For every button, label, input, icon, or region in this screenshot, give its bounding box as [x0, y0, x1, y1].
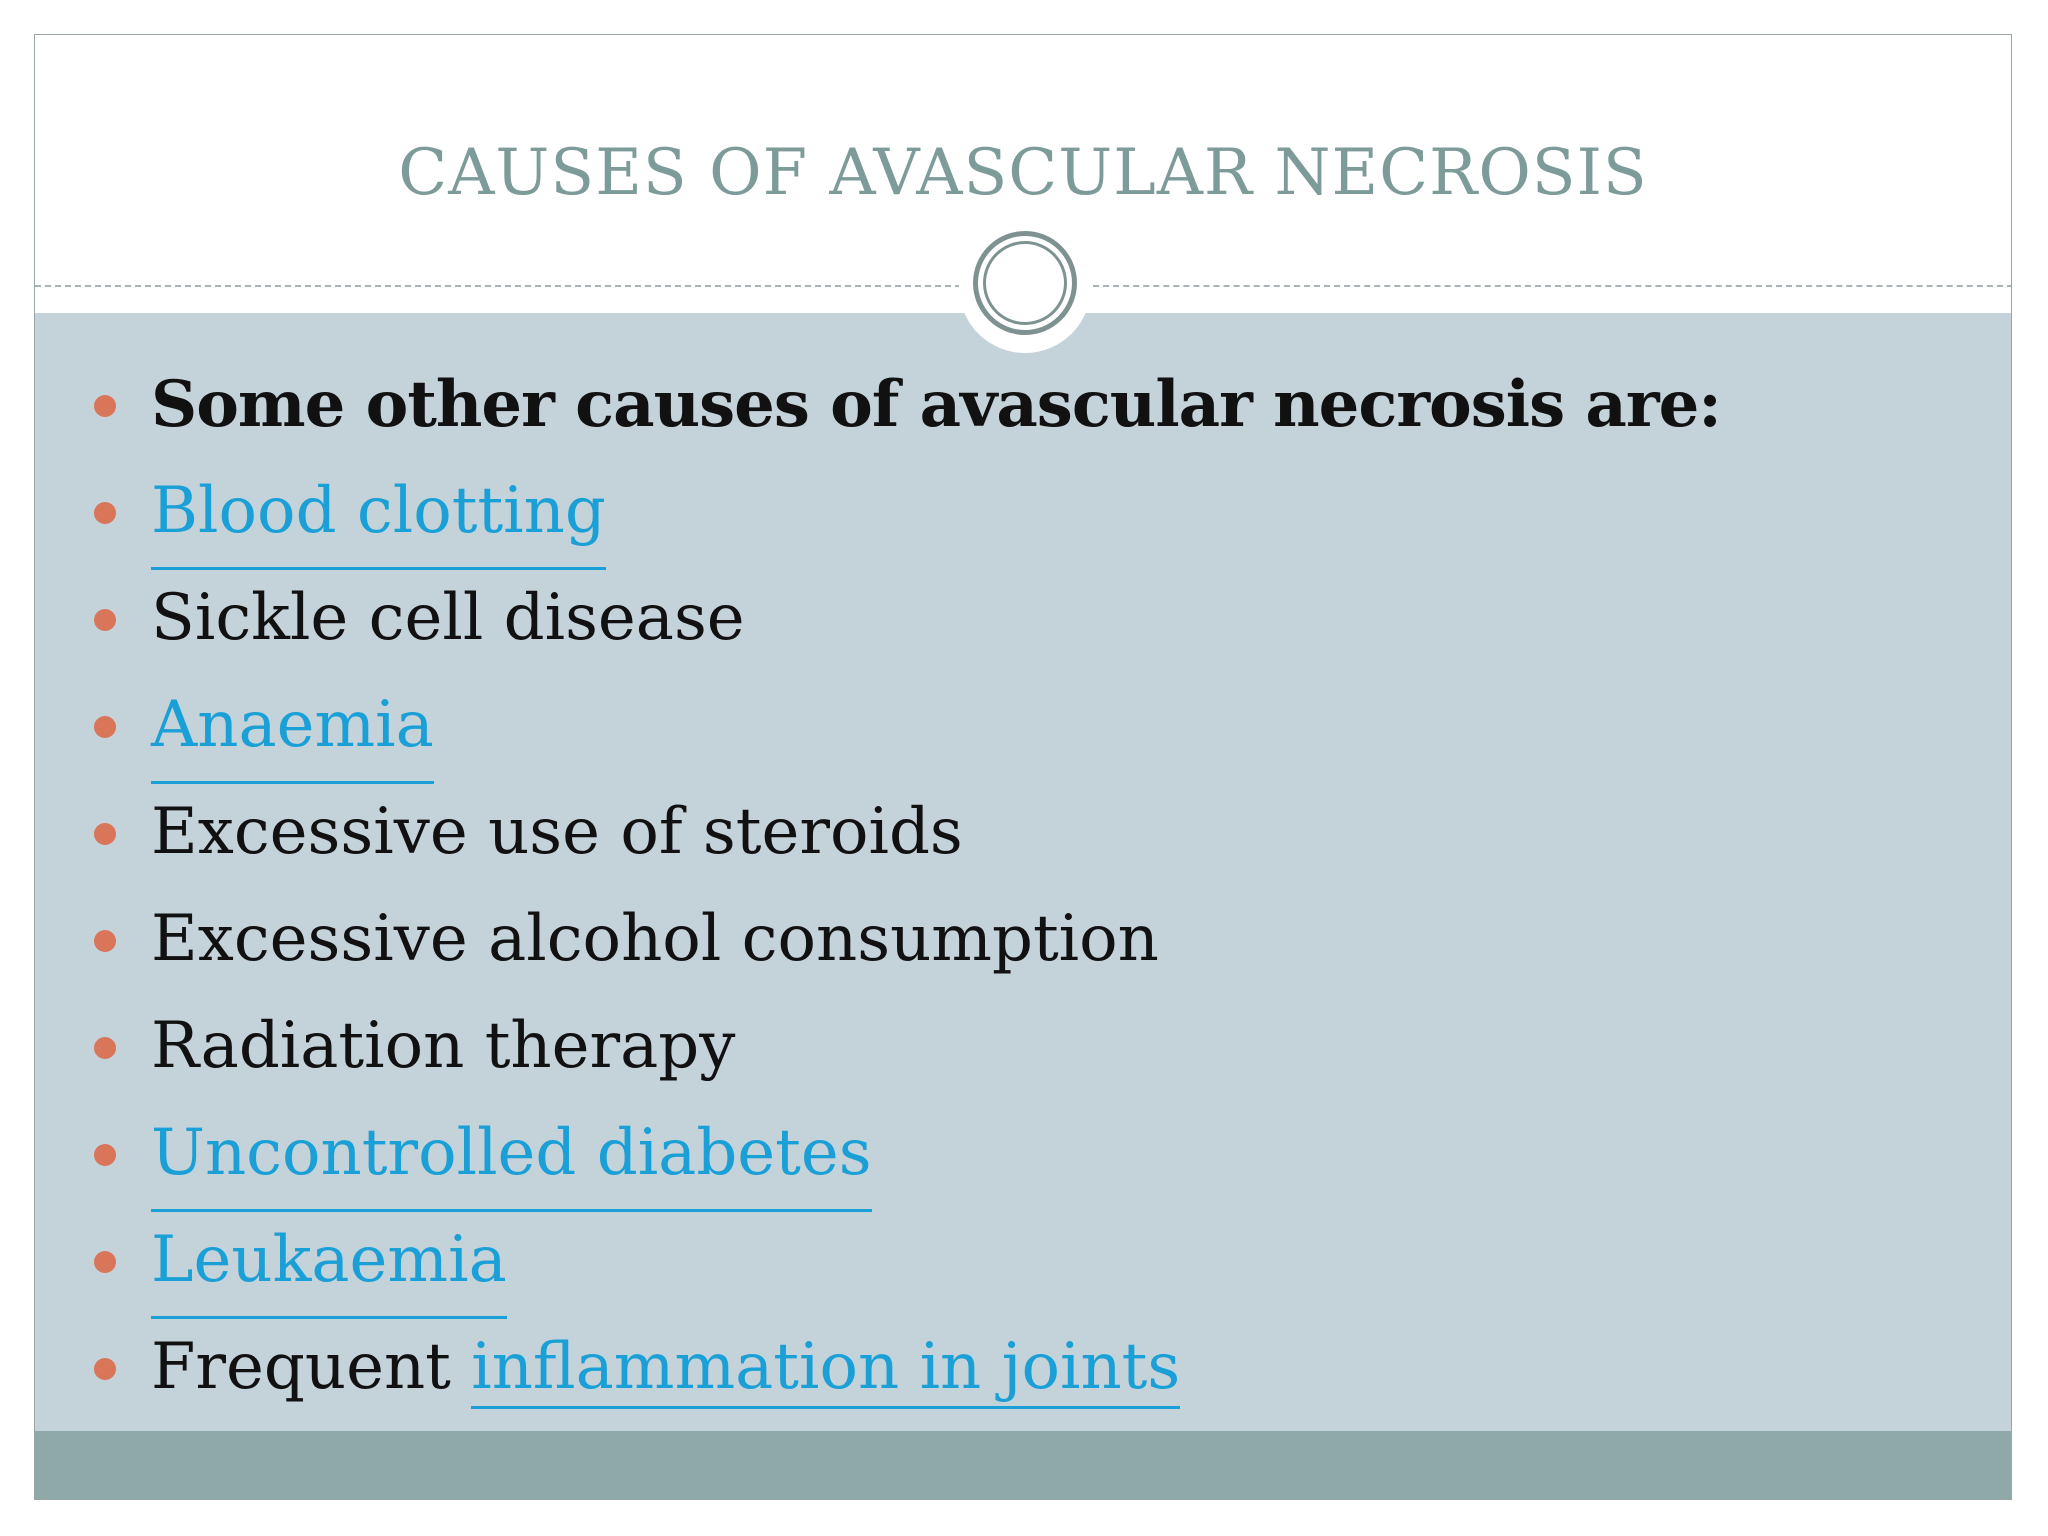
list-item — [35, 886, 2011, 993]
bullet-list — [35, 351, 2011, 1421]
bullet-icon — [94, 502, 116, 524]
bullet-icon — [94, 716, 116, 738]
list-item[interactable] — [35, 1100, 2011, 1207]
list-item — [35, 1314, 2011, 1421]
list-item — [35, 351, 2011, 458]
link-uncontrolled-diabetes[interactable]: Uncontrolled diabetes — [151, 1100, 872, 1212]
bullet-text-mixed — [151, 1314, 1180, 1421]
bullet-icon — [94, 823, 116, 845]
divider-line-left — [35, 285, 961, 287]
bullet-heading: Some other causes of avascular necrosis are: — [151, 367, 1721, 442]
link-blood-clotting[interactable]: Blood clotting — [151, 458, 606, 570]
bullet-icon — [94, 609, 116, 631]
bullet-icon — [94, 1144, 116, 1166]
bullet-icon — [94, 1251, 116, 1273]
bullet-icon — [94, 930, 116, 952]
circle-ornament-inner-icon — [983, 241, 1067, 325]
list-item[interactable] — [35, 1207, 2011, 1314]
list-item — [35, 993, 2011, 1100]
slide-title: CAUSES OF AVASCULAR NECROSIS — [398, 136, 1648, 210]
bullet-icon — [94, 1358, 116, 1380]
list-item[interactable] — [35, 458, 2011, 565]
link-leukaemia[interactable]: Leukaemia — [151, 1207, 507, 1319]
link-inflammation-in-joints[interactable]: inflammation in joints — [471, 1330, 1180, 1409]
bullet-icon — [94, 395, 116, 417]
bullet-icon — [94, 1037, 116, 1059]
bullet-text: Radiation therapy — [151, 1009, 736, 1083]
list-item — [35, 779, 2011, 886]
bullet-text: Sickle cell disease — [151, 581, 745, 655]
divider-line-right — [1093, 285, 2012, 287]
list-item[interactable] — [35, 672, 2011, 779]
footer-bar — [35, 1431, 2011, 1500]
list-item — [35, 565, 2011, 672]
bullet-text: Excessive use of steroids — [151, 795, 963, 869]
bullet-prefix: Frequent — [151, 1330, 472, 1404]
bullet-text: Excessive alcohol consumption — [151, 902, 1159, 976]
slide — [34, 34, 2012, 1500]
link-anaemia[interactable]: Anaemia — [151, 672, 434, 784]
